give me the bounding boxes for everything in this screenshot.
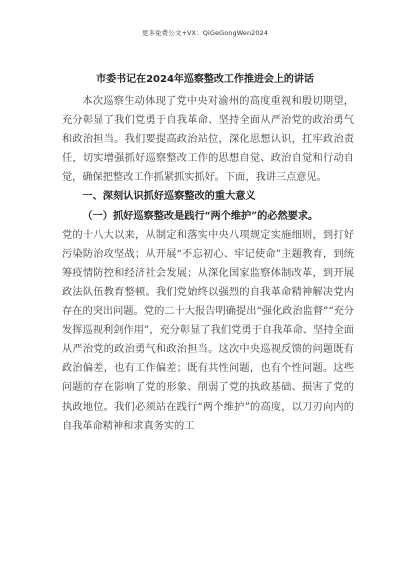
subsection-paragraph-1: 党的十八大以来，从制定和落实中央八项规定实施细则，到打好污染防治攻坚战；从开展“不忘初心、牢记使命”主题教育，到统筹疫情防控和经济社会发展；从深化国家监察体制改革，到开展政法队伍教育整顿。我们党始终以强烈的自我革命精神解决党内存在的突出问题。党的二十大报告明确提出“强化政治监督”“充分发挥巡视利剑作用”，充分彰显了我们党勇于自我革命、坚持全面从严治党的政治勇气和政治担当。这次中央巡视反馈的问题既有政治偏差，也有工作偏差；既有共性问题，也有个性问题。这些问题的存在影响了党的形象、削弱了党的执政基础、损害了党的执政地位。我们必须站在践行“两个维护”的高度，以刀刃向内的自我革命精神和求真务实的工 xyxy=(62,229,354,432)
header-note: 更多免费公文+VX：QiGeGongWen2024 xyxy=(141,29,269,37)
document-body xyxy=(62,92,354,436)
subsection-heading-1: （一）抓好巡察整改是践行“两个维护”的必然要求。 xyxy=(82,209,319,222)
intro-paragraph: 本次巡察生动体现了党中央对渝州的高度重视和殷切期望，充分彰显了我们党勇于自我革命、坚持全面从严治党的政治勇气和政治担当。我们要提高政治站位，深化思想认识，扛牢政治责任，切实增强抓好巡察整改工作的思想自觉、政治自觉和行动自觉，确保把整改工作抓紧抓实抓好。下面，我讲三点意见。 xyxy=(62,96,354,184)
section-heading-1: 一、深刻认识抓好巡察整改的重大意义 xyxy=(82,191,256,203)
document-title: 市委书记在2024年巡察整改工作推进会上的讲话 xyxy=(96,74,314,85)
